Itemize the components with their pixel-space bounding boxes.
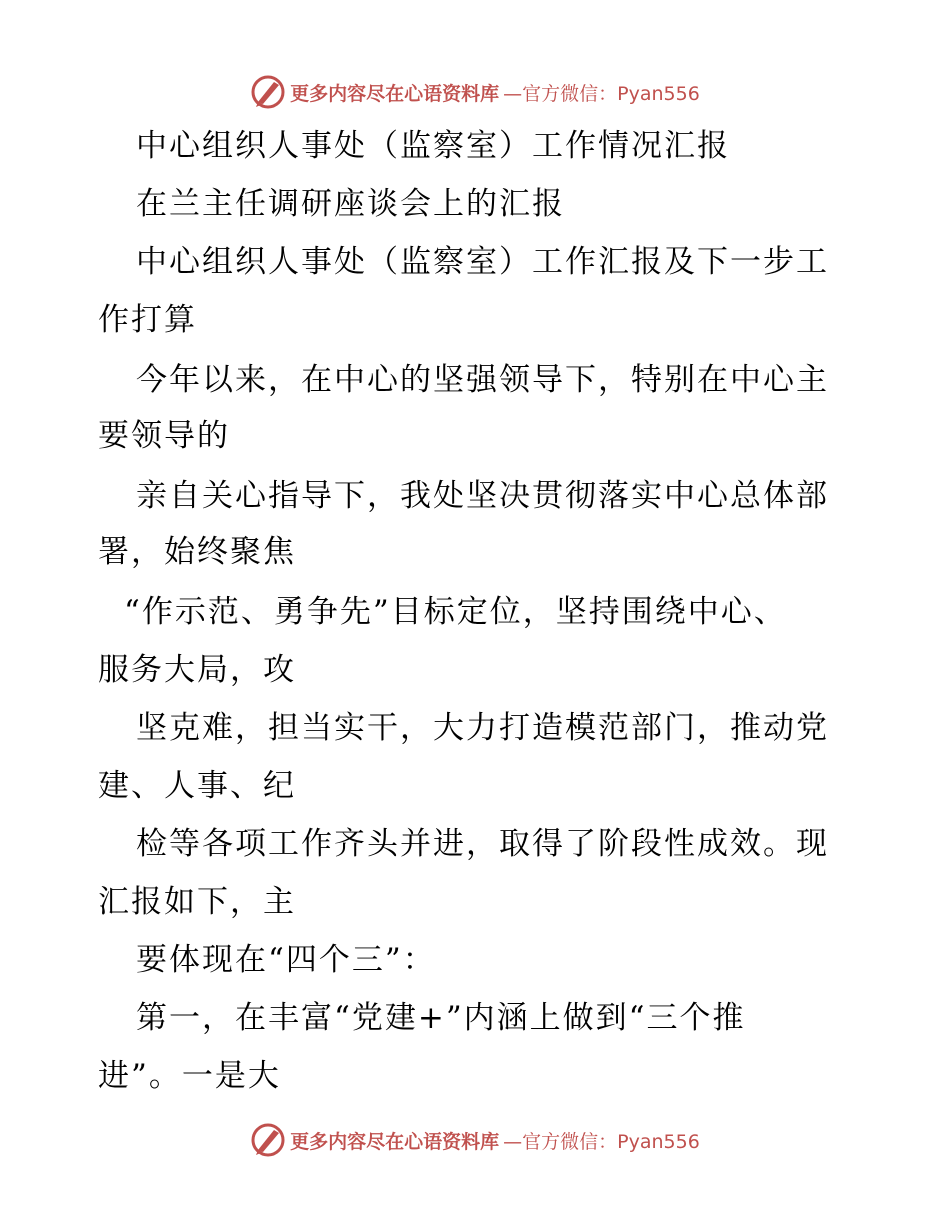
text-line: 进”。一是大 [98, 1058, 281, 1094]
watermark-text: 更多内容尽在心语资料库 [290, 82, 500, 105]
footer-watermark [0, 1120, 950, 1160]
text-line: 要领导的 [98, 418, 230, 454]
watermark-contact: —官方微信：Pyan556 [503, 1130, 700, 1153]
text-line: 中心组织人事处（监察室）工作汇报及下一步工 [136, 244, 829, 280]
text-line: 署，始终聚焦 [98, 534, 296, 570]
text-line: 中心组织人事处（监察室）工作情况汇报 [136, 128, 730, 164]
text-line: 服务大局，攻 [98, 652, 296, 688]
text-line: 作打算 [98, 302, 197, 338]
pen-logo-icon [250, 74, 286, 110]
text-line: 今年以来，在中心的坚强领导下，特别在中心主 [136, 362, 829, 398]
text-line: 要体现在“四个三”： [136, 942, 436, 978]
pen-logo-icon [250, 1122, 286, 1158]
text-line: 坚克难，担当实干，大力打造模范部门，推动党 [136, 710, 829, 746]
text-line: 第一，在丰富“党建+”内涵上做到“三个推 [136, 1000, 746, 1036]
watermark-contact: —官方微信：Pyan556 [503, 82, 700, 105]
header-watermark [0, 72, 950, 112]
text-line: 检等各项工作齐头并进，取得了阶段性成效。现 [136, 826, 829, 862]
text-line: 建、人事、纪 [98, 768, 296, 804]
text-line: 亲自关心指导下，我处坚决贯彻落实中心总体部 [136, 478, 829, 514]
text-line: 汇报如下，主 [98, 884, 296, 920]
text-line: 在兰主任调研座谈会上的汇报 [136, 186, 565, 222]
text-line: “作示范、勇争先”目标定位，坚持围绕中心、 [124, 594, 787, 630]
watermark-text: 更多内容尽在心语资料库 [290, 1130, 500, 1153]
